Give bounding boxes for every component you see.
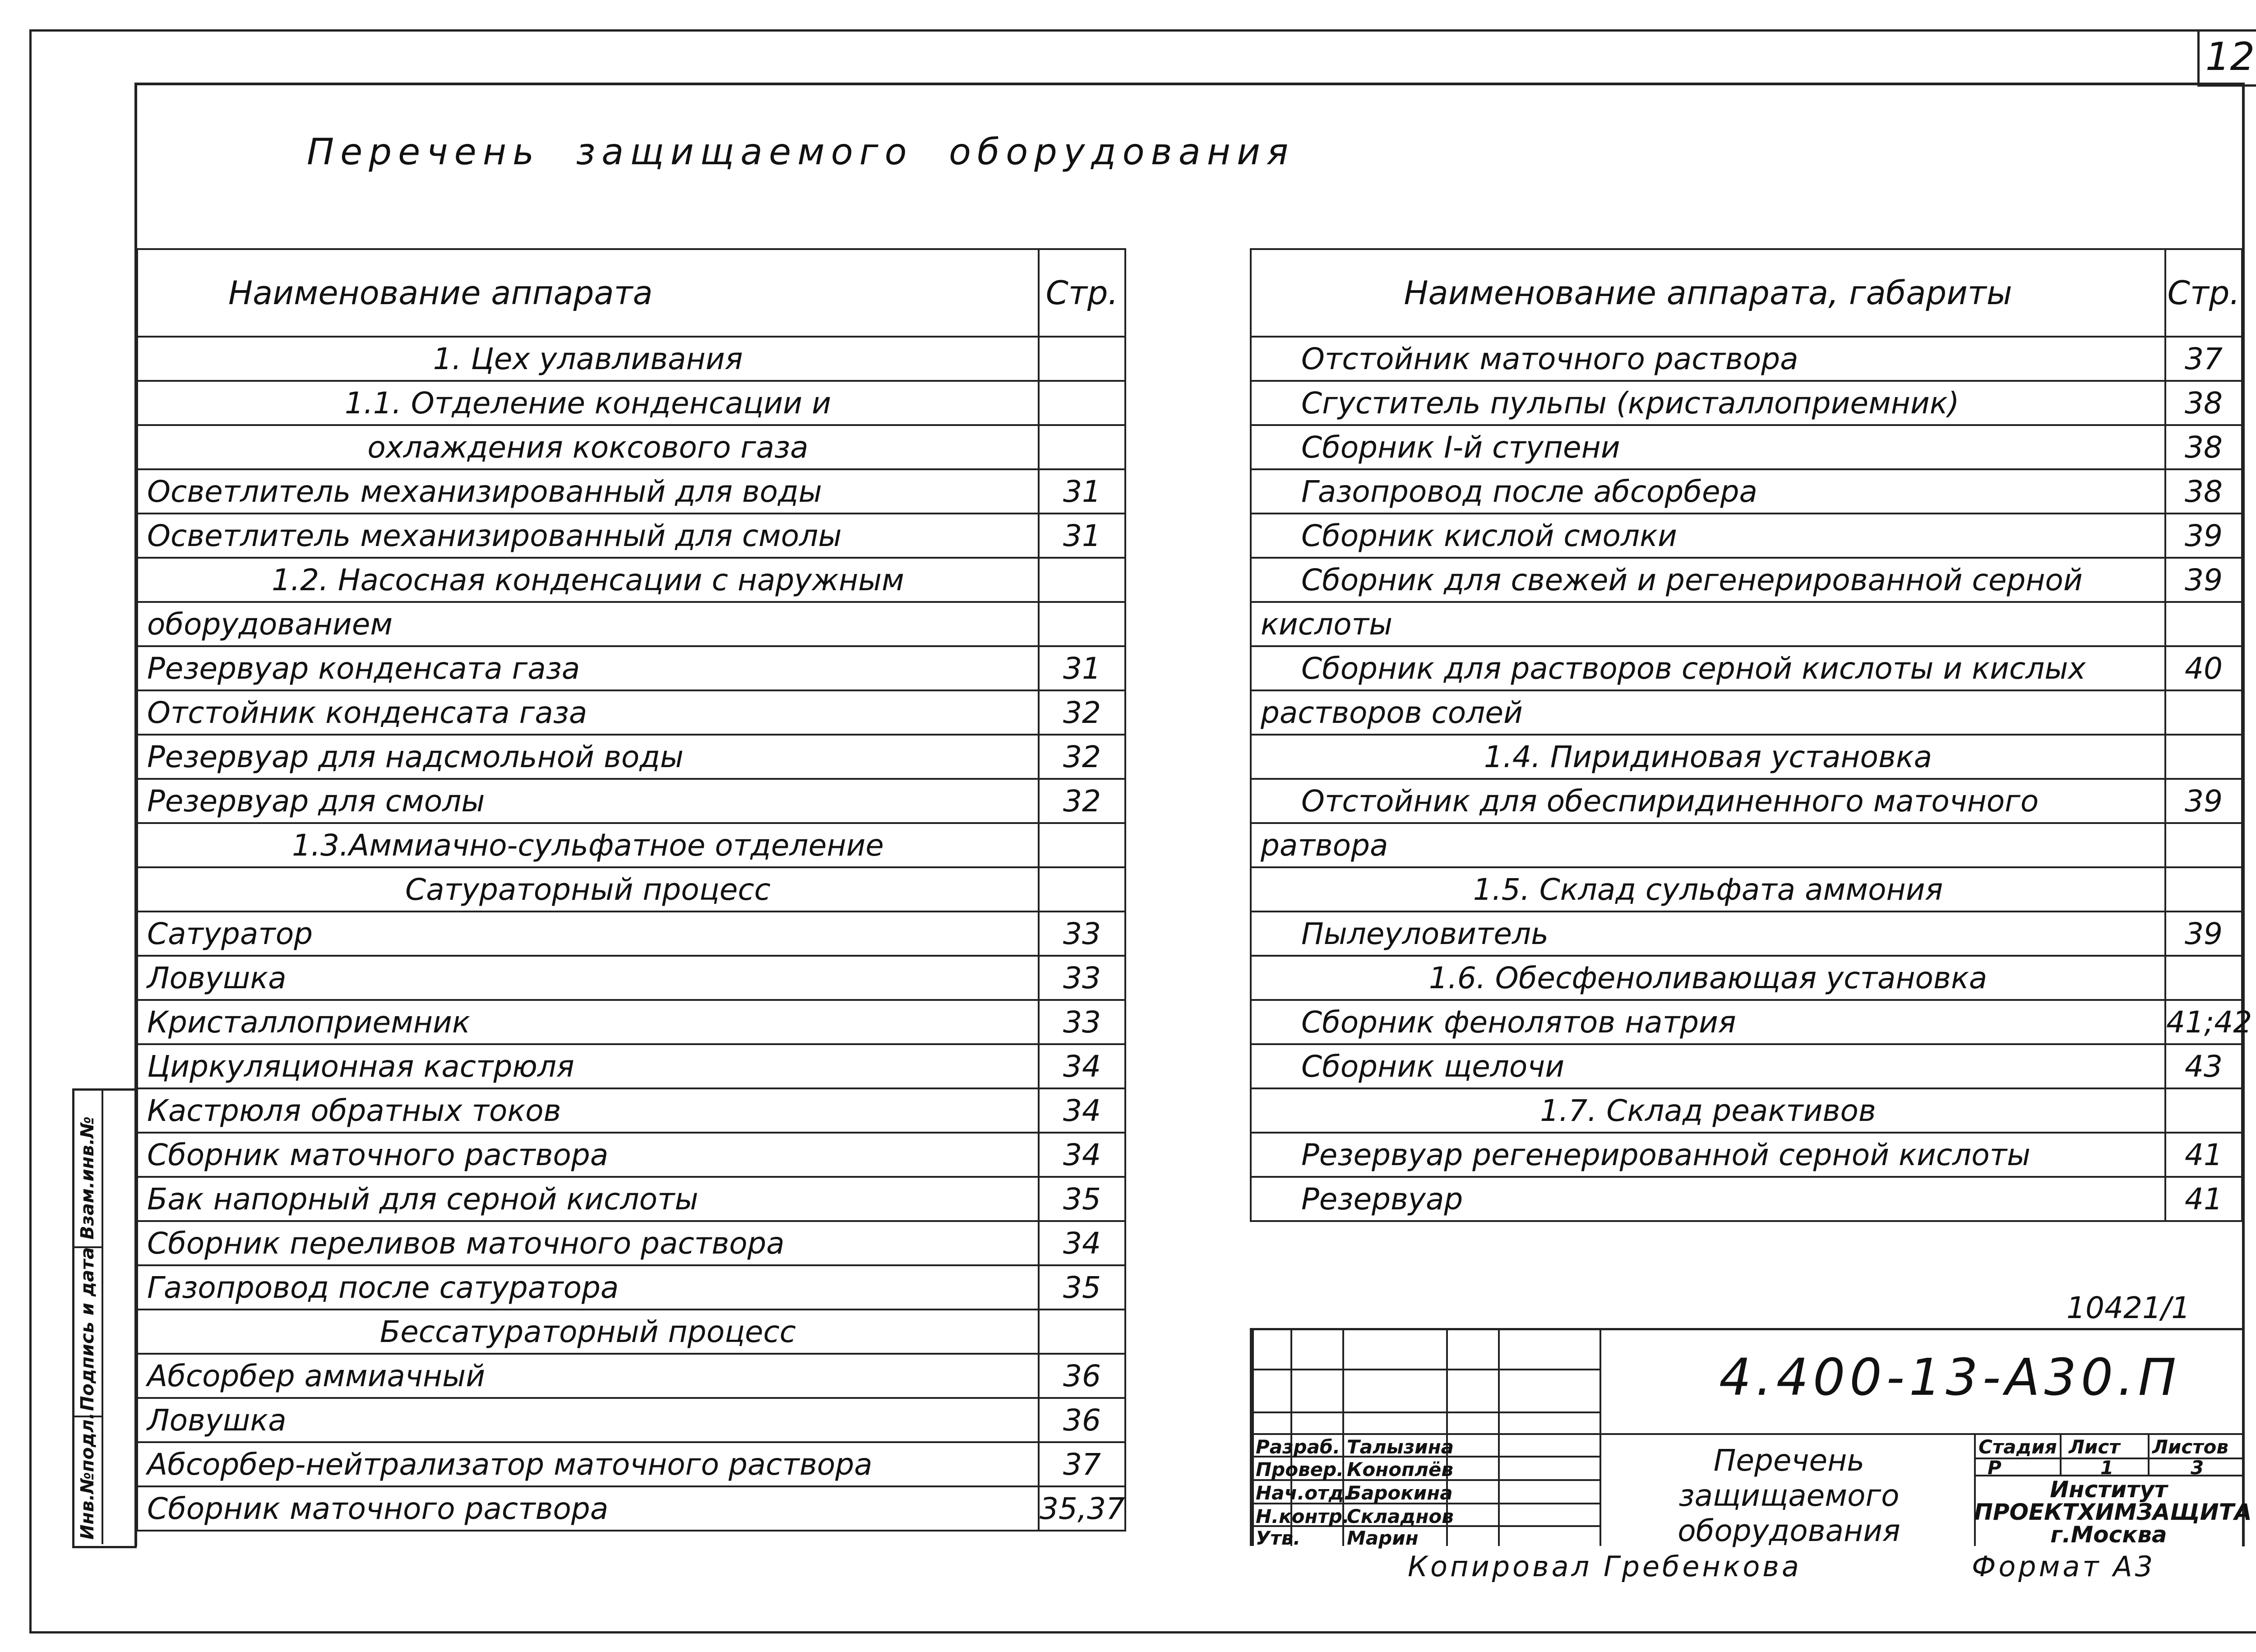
sheet-title [1609, 1443, 1969, 1549]
equipment-name: Сборник для свежей и регенерированной серной [1251, 558, 2165, 602]
table-row [1251, 735, 2242, 779]
page-ref: 38 [2165, 381, 2242, 425]
page-ref [1039, 867, 1125, 912]
table-row [1251, 469, 2242, 514]
org-line: г.Москва [2050, 1522, 2167, 1548]
equipment-name: Ловушка [137, 1398, 1039, 1442]
page-ref: 41;42 [2165, 1000, 2242, 1044]
side-label-replace: Взам.инв.№ [77, 1116, 98, 1240]
equipment-name: Резервуар [1251, 1177, 2165, 1221]
equipment-name: 1.4. Пиридиновая установка [1251, 735, 2165, 779]
table-row [137, 469, 1125, 514]
page-ref [1039, 381, 1125, 425]
table-row [1251, 690, 2242, 735]
page-ref: 35 [1039, 1265, 1125, 1310]
table-row [137, 1354, 1125, 1398]
page-ref: 31 [1039, 646, 1125, 690]
role-label: Разраб. [1256, 1436, 1341, 1458]
sheet-header: Лист [2069, 1436, 2120, 1458]
equipment-name: Сгуститель пульпы (кристаллоприемник) [1251, 381, 2165, 425]
table-row [137, 1044, 1125, 1088]
page-ref: 39 [2165, 779, 2242, 823]
table-row [1251, 912, 2242, 956]
role-name: Марин [1347, 1527, 1419, 1549]
equipment-name: Абсорбер-нейтрализатор маточного раствора [137, 1442, 1039, 1486]
equipment-name: кислоты [1251, 602, 2165, 646]
equipment-name: Резервуар для надсмольной воды [137, 735, 1039, 779]
sheets-value: 3 [2191, 1457, 2204, 1479]
table-row [1251, 1044, 2242, 1088]
role-name: Коноплёв [1347, 1458, 1453, 1481]
table-row [137, 602, 1125, 646]
page-ref [2165, 602, 2242, 646]
equipment-name: Сборник щелочи [1251, 1044, 2165, 1088]
equipment-name: Пылеуловитель [1251, 912, 2165, 956]
equipment-name: Резервуар для смолы [137, 779, 1039, 823]
table-row [1251, 1177, 2242, 1221]
table-row [137, 1177, 1125, 1221]
equipment-name: Осветлитель механизированный для смолы [137, 514, 1039, 558]
table-row [1251, 956, 2242, 1000]
sheet-title-line: защищаемого [1678, 1478, 1900, 1513]
equipment-name: Отстойник конденсата газа [137, 690, 1039, 735]
page-ref: 32 [1039, 779, 1125, 823]
equipment-name: Бак напорный для серной кислоты [137, 1177, 1039, 1221]
equipment-name: Сборник маточного раствора [137, 1486, 1039, 1531]
table-row [137, 1000, 1125, 1044]
table-row [137, 425, 1125, 469]
equipment-name: Сборник I-й ступени [1251, 425, 2165, 469]
table-header-row [137, 249, 1125, 337]
sheet-title-line: Перечень [1713, 1443, 1865, 1478]
stage-header: Стадия [1979, 1436, 2057, 1458]
equipment-name: Циркуляционная кастрюля [137, 1044, 1039, 1088]
page-ref: 41 [2165, 1177, 2242, 1221]
equipment-name: Газопровод после абсорбера [1251, 469, 2165, 514]
equipment-name: Ловушка [137, 956, 1039, 1000]
equipment-name: 1.2. Насосная конденсации с наружным [137, 558, 1039, 602]
side-label-signature: Подпись и дата [77, 1247, 98, 1411]
stage-value: Р [1988, 1457, 2002, 1479]
equipment-name: 1.5. Склад сульфата аммония [1251, 867, 2165, 912]
page-ref: 34 [1039, 1088, 1125, 1133]
page-ref: 31 [1039, 514, 1125, 558]
table-row [137, 735, 1125, 779]
equipment-name: 1.6. Обесфеноливающая установка [1251, 956, 2165, 1000]
table-header-row [1251, 249, 2242, 337]
document-title: Перечень защищаемого оборудования [307, 131, 1295, 173]
table-row [137, 1088, 1125, 1133]
page-ref: 39 [2165, 558, 2242, 602]
left-equipment-table [136, 248, 1126, 1532]
equipment-name: Сборник для растворов серной кислоты и кислых [1251, 646, 2165, 690]
page-ref: 35 [1039, 1177, 1125, 1221]
header-name: Наименование аппарата [137, 249, 1039, 337]
page-ref: 34 [1039, 1044, 1125, 1088]
table-row [1251, 823, 2242, 867]
role-name: Талызина [1347, 1436, 1454, 1458]
page-ref: 40 [2165, 646, 2242, 690]
page-ref: 34 [1039, 1221, 1125, 1265]
table-row [1251, 602, 2242, 646]
page-ref [1039, 558, 1125, 602]
header-page: Стр. [1039, 249, 1125, 337]
table-row [1251, 1133, 2242, 1177]
page-ref [2165, 735, 2242, 779]
page-ref: 38 [2165, 425, 2242, 469]
page-ref [1039, 823, 1125, 867]
org-line: Институт [2050, 1476, 2168, 1503]
table-row [137, 1221, 1125, 1265]
equipment-name: Кастрюля обратных токов [137, 1088, 1039, 1133]
equipment-name: Бессатураторный процесс [137, 1310, 1039, 1354]
side-stamp [72, 1088, 137, 1548]
drawing-code: 4.400-13-А30.П [1719, 1348, 2181, 1407]
page-ref [1039, 602, 1125, 646]
table-row [1251, 779, 2242, 823]
copied-by: Копировал Гребенкова [1408, 1550, 1802, 1583]
page-ref: 34 [1039, 1133, 1125, 1177]
page-ref: 35,37 [1039, 1486, 1125, 1531]
table-row [1251, 425, 2242, 469]
equipment-name: Газопровод после сатуратора [137, 1265, 1039, 1310]
equipment-name: 1.1. Отделение конденсации и [137, 381, 1039, 425]
table-row [137, 337, 1125, 381]
equipment-name: Сборник маточного раствора [137, 1133, 1039, 1177]
table-row [1251, 1000, 2242, 1044]
table-row [137, 558, 1125, 602]
page-ref: 41 [2165, 1133, 2242, 1177]
page-ref [2165, 690, 2242, 735]
header-page: Стр. [2165, 249, 2242, 337]
equipment-name: Отстойник маточного раствора [1251, 337, 2165, 381]
page-ref: 38 [2165, 469, 2242, 514]
sheets-header: Листов [2152, 1436, 2228, 1458]
equipment-name: Сборник кислой смолки [1251, 514, 2165, 558]
table-row [137, 823, 1125, 867]
page-ref: 32 [1039, 735, 1125, 779]
page-ref: 39 [2165, 514, 2242, 558]
role-label: Н.контр. [1256, 1505, 1350, 1527]
table-row [137, 867, 1125, 912]
equipment-name: ратвора [1251, 823, 2165, 867]
table-row [137, 1442, 1125, 1486]
equipment-name: охлаждения коксового газа [137, 425, 1039, 469]
page-ref: 43 [2165, 1044, 2242, 1088]
organization [1974, 1476, 2252, 1548]
role-label: Утв. [1256, 1527, 1301, 1549]
table-row [137, 1265, 1125, 1310]
equipment-name: оборудованием [137, 602, 1039, 646]
page-ref [2165, 867, 2242, 912]
equipment-name: Сборник фенолятов натрия [1251, 1000, 2165, 1044]
equipment-name: Сатураторный процесс [137, 867, 1039, 912]
table-row [1251, 514, 2242, 558]
role-name: Складнов [1347, 1505, 1454, 1527]
equipment-name: Резервуар регенерированной серной кислоты [1251, 1133, 2165, 1177]
table-row [1251, 558, 2242, 602]
equipment-name: Отстойник для обеспиридиненного маточного [1251, 779, 2165, 823]
table-row [137, 1486, 1125, 1531]
table-row [137, 1398, 1125, 1442]
page-ref: 36 [1039, 1398, 1125, 1442]
table-row [1251, 646, 2242, 690]
table-row [1251, 1088, 2242, 1133]
equipment-name: 1. Цех улавливания [137, 337, 1039, 381]
table-row [137, 1133, 1125, 1177]
page-ref [2165, 823, 2242, 867]
page-ref: 33 [1039, 912, 1125, 956]
page-ref: 39 [2165, 912, 2242, 956]
equipment-name: 1.7. Склад реактивов [1251, 1088, 2165, 1133]
page-ref: 37 [2165, 337, 2242, 381]
role-label: Провер. [1256, 1458, 1344, 1481]
title-block [1250, 1328, 2252, 1549]
format-label: Формат А3 [1972, 1550, 2156, 1583]
equipment-name: Сатуратор [137, 912, 1039, 956]
equipment-name: 1.3.Аммиачно-сульфатное отделение [137, 823, 1039, 867]
page-ref [2165, 1088, 2242, 1133]
table-row [137, 912, 1125, 956]
equipment-name: Сборник переливов маточного раствора [137, 1221, 1039, 1265]
equipment-name: Осветлитель механизированный для воды [137, 469, 1039, 514]
equipment-name: Резервуар конденсата газа [137, 646, 1039, 690]
page-ref: 33 [1039, 1000, 1125, 1044]
page-ref [1039, 337, 1125, 381]
sheet-title-line: оборудования [1678, 1513, 1900, 1548]
table-row [137, 1310, 1125, 1354]
page-number: 12 [2205, 34, 2255, 79]
equipment-name: Кристаллоприемник [137, 1000, 1039, 1044]
table-row [137, 381, 1125, 425]
header-name: Наименование аппарата, габариты [1251, 249, 2165, 337]
side-label-inventory: Инв.№подл. [77, 1412, 98, 1540]
table-row [1251, 381, 2242, 425]
org-line: ПРОЕКТХИМЗАЩИТА [1974, 1499, 2252, 1525]
equipment-name: Абсорбер аммиачный [137, 1354, 1039, 1398]
table-row [137, 956, 1125, 1000]
table-row [137, 646, 1125, 690]
table-row [1251, 337, 2242, 381]
page-ref [1039, 425, 1125, 469]
page-ref: 31 [1039, 469, 1125, 514]
page-ref: 36 [1039, 1354, 1125, 1398]
table-row [1251, 867, 2242, 912]
table-row [137, 690, 1125, 735]
page-ref: 33 [1039, 956, 1125, 1000]
table-row [137, 514, 1125, 558]
right-equipment-table [1250, 248, 2252, 1222]
drawing-number: 10421/1 [2066, 1291, 2191, 1325]
page-ref: 32 [1039, 690, 1125, 735]
sheet-value: 1 [2100, 1457, 2114, 1479]
table-row [137, 779, 1125, 823]
page-ref [2165, 956, 2242, 1000]
role-label: Нач.отд. [1256, 1482, 1351, 1504]
page-ref [1039, 1310, 1125, 1354]
equipment-name: растворов солей [1251, 690, 2165, 735]
role-name: Барокина [1347, 1482, 1453, 1504]
page-ref: 37 [1039, 1442, 1125, 1486]
